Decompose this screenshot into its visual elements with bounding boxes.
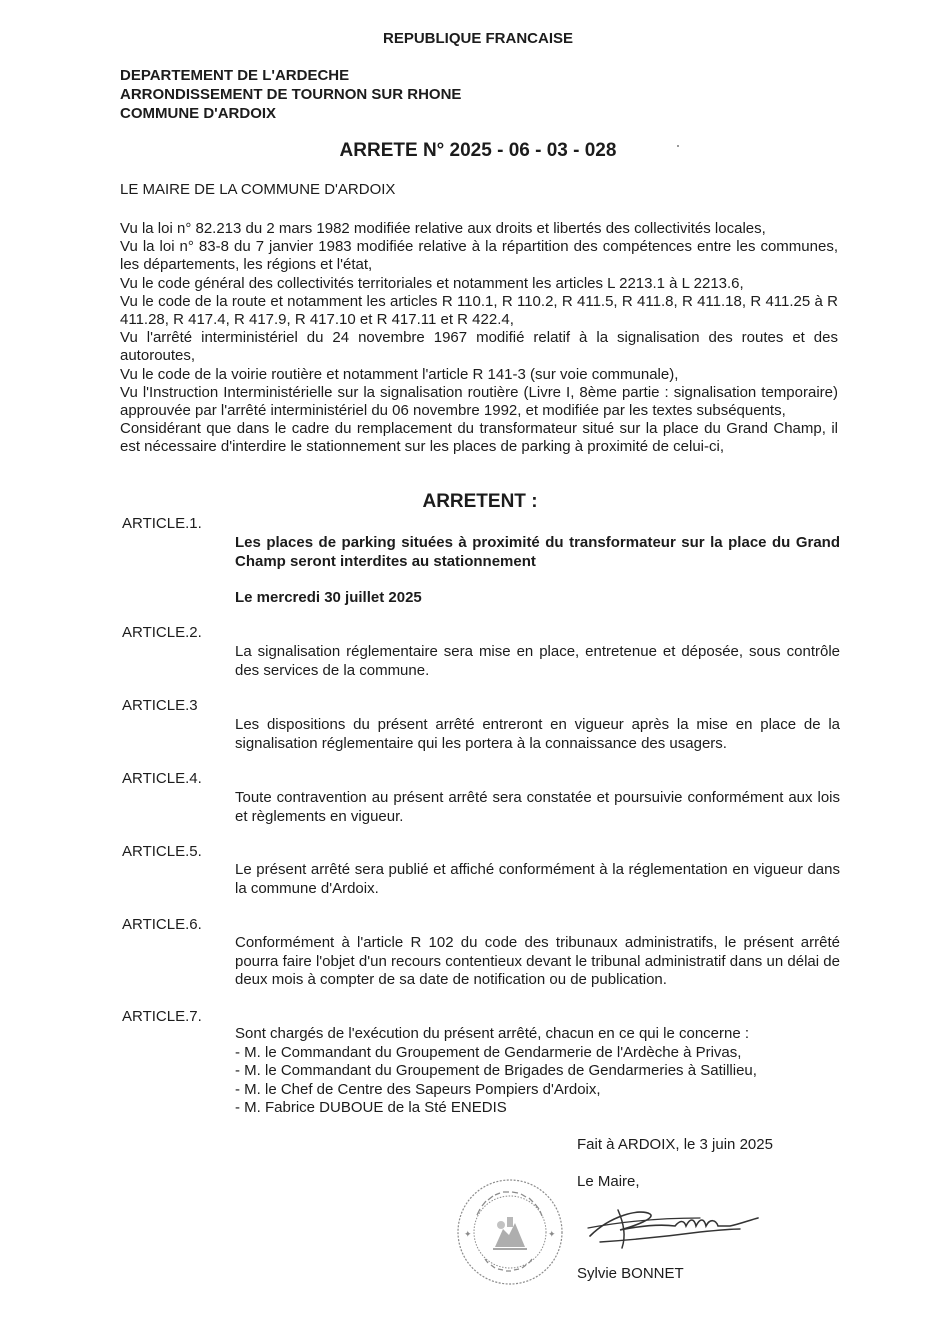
visa-line: Vu l'Instruction Interministérielle sur la signalisation routière (Livre I, 8ème partie : signalisation temporaire) approuvée par l'arrêté interministériel du 06 novembre 1992, et modifiée par les textes subséquents,: [120, 383, 838, 420]
article-7-label: ARTICLE.7.: [122, 1008, 202, 1025]
departement-line: DEPARTEMENT DE L'ARDECHE: [120, 67, 350, 84]
signatory-name: Sylvie BONNET: [577, 1265, 684, 1282]
seal-inner-ring: [474, 1196, 546, 1268]
article-5-text: Le présent arrêté sera publié et affiché conformément à la réglementation en vigueur dans la commune d'Ardoix.: [235, 861, 840, 897]
visa-line: Considérant que dans le cadre du remplacement du transformateur situé sur la place du Grand Champ, il est nécessaire d'interdire le stationnement sur les places de parking à proximité de celui-ci,: [120, 420, 838, 456]
visa-line: Vu le code de la route et notamment les articles R 110.1, R 110.2, R 411.5, R 411.8, R 411.18, R 411.25 à R 411.28, R 417.4, R 417.9, R 417.10 et R 417.11 et R 422.4,: [120, 292, 838, 329]
administrative-header: [120, 66, 461, 123]
article-1-date: Le mercredi 30 juillet 2025: [235, 589, 422, 606]
article-2-label: ARTICLE.2.: [122, 624, 202, 641]
arrete-title: ARRETE N° 2025 - 06 - 03 - 028: [339, 140, 617, 161]
article-1-body: Les places de parking situées à proximité du transformateur sur la place du Grand Champ seront interdites au stationnement: [235, 534, 840, 570]
municipal-seal-icon: [455, 1177, 565, 1287]
article-1-label: ARTICLE.1.: [122, 515, 202, 532]
visa-line: Vu la loi n° 83-8 du 7 janvier 1983 modifiée relative à la répartition des compétences entre les communes, les départements, les régions et l'état,: [120, 238, 838, 274]
seal-emblem: [493, 1217, 527, 1249]
republic-heading: REPUBLIQUE FRANCAISE: [382, 30, 573, 47]
signature-place-date: Fait à ARDOIX, le 3 juin 2025: [577, 1136, 773, 1153]
article-5-label: ARTICLE.5.: [122, 843, 202, 860]
visa-line: Vu la loi n° 82.213 du 2 mars 1982 modifiée relative aux droits et libertés des collectivités locales,: [120, 220, 766, 237]
arretent-heading: ARRETENT :: [422, 491, 538, 512]
signatory-role: Le Maire,: [577, 1173, 640, 1190]
list-item: - M. Fabrice DUBOUE de la Sté ENEDIS: [235, 1099, 507, 1116]
seal-star: ✦: [464, 1230, 472, 1240]
maire-line: LE MAIRE DE LA COMMUNE D'ARDOIX: [120, 181, 396, 198]
seal-star: ✦: [548, 1230, 556, 1240]
article-2-text: La signalisation réglementaire sera mise en place, entretenue et déposée, sous contrôle des services de la commune.: [235, 643, 840, 679]
article-6-text: Conformément à l'article R 102 du code des tribunaux administratifs, le présent arrêté pourra faire l'objet d'un recours contentieux devant le tribunal administratif dans un délai de deux mois à compter de sa date de notification ou de publication.: [235, 934, 840, 988]
article-4-label: ARTICLE.4.: [122, 770, 202, 787]
scan-speck: [677, 145, 679, 147]
article-3-label: ARTICLE.3: [122, 697, 198, 714]
article-7-intro: Sont chargés de l'exécution du présent arrêté, chacun en ce qui le concerne :: [235, 1025, 750, 1042]
article-4-text: Toute contravention au présent arrêté sera constatée et poursuivie conformément aux lois et règlements en vigueur.: [235, 789, 840, 825]
article-3-text: Les dispositions du présent arrêté entreront en vigueur après la mise en place de la signalisation réglementaire qui les portera à la connaissance des usagers.: [235, 716, 840, 752]
commune-line: COMMUNE D'ARDOIX: [120, 105, 277, 122]
visa-line: Vu le code général des collectivités territoriales et notamment les articles L 2213.1 à L 2213.6,: [120, 274, 744, 292]
list-item: - M. le Commandant du Groupement de Gendarmerie de l'Ardèche à Privas,: [235, 1043, 742, 1061]
visa-line: Vu l'arrêté interministériel du 24 novembre 1967 modifié relatif à la signalisation des routes et des autoroutes,: [120, 329, 838, 365]
arrondissement-line: ARRONDISSEMENT DE TOURNON SUR RHONE: [120, 86, 462, 103]
list-item: - M. le Chef de Centre des Sapeurs Pompiers d'Ardoix,: [235, 1080, 601, 1098]
article-1-text: [235, 534, 840, 571]
article-6-label: ARTICLE.6.: [122, 916, 202, 933]
visas-block: [120, 220, 838, 457]
list-item: - M. le Commandant du Groupement de Brigades de Gendarmeries à Satillieu,: [235, 1062, 757, 1079]
visa-line: Vu le code de la voirie routière et notamment l'article R 141-3 (sur voie communale),: [120, 365, 679, 383]
article-7-text: [235, 1025, 757, 1118]
handwritten-signature-icon: [580, 1196, 760, 1256]
